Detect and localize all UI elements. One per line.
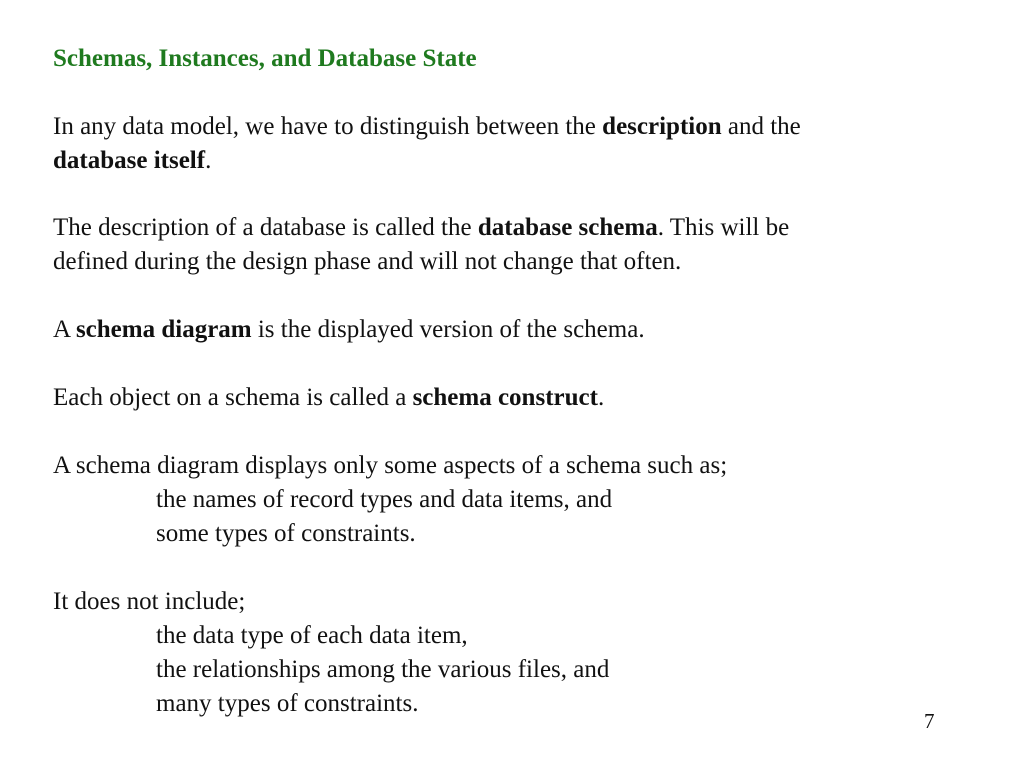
- p5-item-1: the names of record types and data items, and: [156, 486, 613, 513]
- page-number: 7: [924, 709, 935, 733]
- p3-line: [53, 313, 645, 347]
- p6-item-3: many types of constraints.: [156, 690, 419, 717]
- p3-bold: schema diagram: [75, 316, 252, 343]
- p1-line-1: [53, 110, 801, 144]
- p3-text-c: is the displayed version of the schema.: [251, 316, 645, 343]
- p2-line-1-text-c: . This will be: [657, 214, 790, 241]
- p6-intro: It does not include;: [53, 588, 246, 615]
- p1-line-1-text-c: and the: [721, 113, 801, 140]
- p6-item-1: the data type of each data item,: [156, 622, 468, 649]
- p1-line-2-text-b: .: [205, 147, 212, 174]
- p4-line: [53, 381, 604, 415]
- p2-line-1-bold: database schema: [477, 214, 658, 241]
- p6-item-2: the relationships among the various files, and: [156, 656, 610, 683]
- p4-text-a: Each object on a schema is called a: [53, 384, 413, 411]
- p1-line-1-text-a: In any data model, we have to distinguish between the: [53, 113, 603, 140]
- p2-line-1: [53, 211, 789, 245]
- p1-line-1-bold: description: [602, 113, 722, 140]
- p2-line-2: defined during the design phase and will not change that often.: [53, 248, 682, 275]
- p1-line-2-bold: database itself: [53, 147, 206, 174]
- p5-item-2: some types of constraints.: [156, 520, 416, 547]
- p3-text-a: A: [53, 316, 76, 343]
- p4-text-c: .: [597, 384, 605, 411]
- p4-bold: schema construct: [412, 384, 598, 411]
- p1-line-2: [53, 144, 211, 178]
- p2-line-1-text-a: The description of a database is called the: [53, 214, 478, 241]
- p5-intro: A schema diagram displays only some aspects of a schema such as;: [53, 452, 728, 479]
- slide-title: Schemas, Instances, and Database State: [53, 45, 477, 72]
